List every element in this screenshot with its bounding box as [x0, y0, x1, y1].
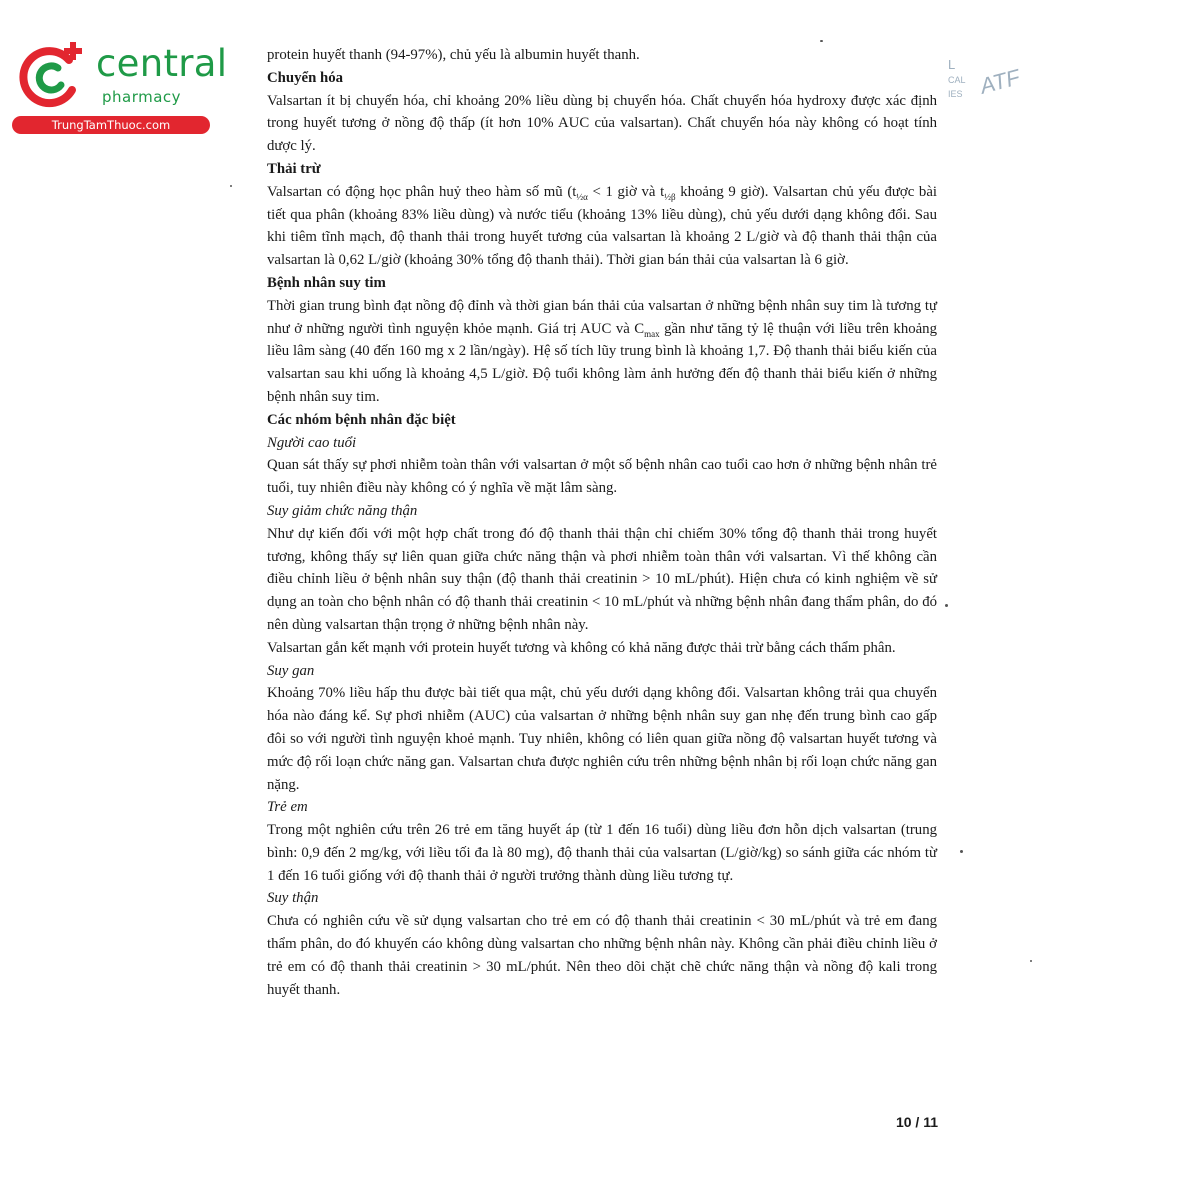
- stamp-text-3: IES: [948, 89, 963, 99]
- document-body: [267, 44, 937, 1001]
- paragraph: Valsartan gắn kết mạnh với protein huyết tương và không có khả năng được thải trừ bằng cách thẩm phân.: [267, 639, 896, 656]
- scan-speck: [960, 850, 963, 853]
- stamp-text-2: CAL: [948, 75, 966, 85]
- subheading-tre-em: Trẻ em: [267, 799, 308, 816]
- paragraph: Trong một nghiên cứu trên 26 trẻ em tăng huyết áp (từ 1 đến 16 tuổi) dùng liều đơn hỗn dịch valsartan (trung bình: 0,9 đến 2 mg/kg, với liều tối đa là 80 mg), độ thanh thải của valsartan (L/giờ/kg) so sánh giữa các nhóm từ 1 đến 16 tuổi giống với độ thanh thải ở người trưởng thành dùng liều tương tự.: [267, 822, 937, 884]
- heading-chuyen-hoa: Chuyển hóa: [267, 69, 344, 86]
- scan-speck: [230, 185, 232, 187]
- subheading-than: Suy giảm chức năng thận: [267, 502, 418, 519]
- scan-speck: [945, 604, 948, 607]
- subheading-suy-than: Suy thận: [267, 890, 319, 907]
- paragraph: Valsartan ít bị chuyển hóa, chỉ khoảng 20% liều dùng bị chuyển hóa. Chất chuyển hóa hydroxy được xác định trong huyết tương ở nồng độ thấp (ít hơn 10% AUC của valsartan). Chất chuyển hóa này không có hoạt tính dược lý.: [267, 92, 937, 155]
- logo-url: TrungTamThuoc.com: [12, 116, 210, 134]
- heading-thai-tru: Thải trừ: [267, 160, 321, 177]
- paragraph: Khoảng 70% liều hấp thu được bài tiết qua mật, chủ yếu dưới dạng không đổi. Valsartan không trải qua chuyển hóa nào đáng kể. Sự phơi nhiễm (AUC) của valsartan ở những bệnh nhân suy gan nhẹ đến trung bình cao gấp đôi so với người tình nguyện khoẻ mạnh. Tuy nhiên, không có liên quan giữa nồng độ valsartan huyết tương và mức độ rối loạn chức năng gan. Valsartan chưa được nghiên cứu trên những bệnh nhân bị rối loạn chức năng gan nặng.: [267, 685, 937, 793]
- scan-speck: [820, 40, 823, 42]
- text-run: < 1 giờ và t: [587, 183, 665, 200]
- paragraph-suy-tim: [267, 295, 937, 409]
- logo-brand: central: [96, 42, 228, 85]
- paragraph: Như dự kiến đối với một hợp chất trong đó độ thanh thải thận chỉ chiếm 30% tổng độ thanh thải trong huyết tương, không thấy sự liên quan giữa chức năng thận và phơi nhiễm toàn thân với valsartan. Vì thế không cần điều chỉnh liều ở bệnh nhân suy thận (độ thanh thải creatinin > 10 mL/phút). Hiện chưa có kinh nghiệm về sử dụng an toàn cho bệnh nhân có độ thanh thải creatinin < 10 mL/phút và những bệnh nhân đang thẩm phân, do đó nên dùng valsartan thận trọng ở những bệnh nhân này.: [267, 525, 937, 633]
- pharmacy-c-cross-icon: [12, 38, 92, 118]
- stamp-text-1: L: [948, 57, 956, 72]
- subheading-gan: Suy gan: [267, 662, 315, 679]
- subscript: ½α: [576, 191, 588, 202]
- paragraph: Chưa có nghiên cứu về sử dụng valsartan cho trẻ em có độ thanh thải creatinin < 30 mL/phút và trẻ em đang thẩm phân, do đó khuyến cáo không dùng valsartan cho những bệnh nhân này. Không cần phải điều chỉnh liều ở trẻ em có độ thanh thải creatinin > 30 mL/phút. Nên theo dõi chặt chẽ chức năng thận và nồng độ kali trong huyết thanh.: [267, 913, 937, 998]
- subscript: max: [644, 328, 660, 339]
- paragraph: Quan sát thấy sự phơi nhiễm toàn thân với valsartan ở một số bệnh nhân cao tuổi cao hơn ở những bệnh nhân trẻ tuổi, tuy nhiên điều này không có ý nghĩa về mặt lâm sàng.: [267, 457, 937, 497]
- logo-sub: pharmacy: [102, 88, 182, 106]
- paragraph: protein huyết thanh (94-97%), chủ yếu là albumin huyết thanh.: [267, 47, 640, 63]
- text-run: gần như tăng tỷ lệ thuận với liều trên khoảng liều lâm sàng (40 đến 160 mg x 2 lần/ngày). Hệ số tích lũy trung bình là khoảng 1,7. Độ thanh thải biểu kiến của valsartan sau khi uống là khoảng 4,5 L/giờ. Độ tuổi không làm ảnh hưởng đến độ thanh thải biểu kiến ở những bệnh nhân suy tim.: [267, 320, 937, 405]
- scan-speck: [1030, 960, 1032, 962]
- stamp-text-4: ATF: [977, 64, 1023, 99]
- stamp-fragment: [940, 55, 1040, 130]
- page-number: 10 / 11: [895, 1114, 938, 1130]
- text-run: khoảng 9 giờ). Valsartan chủ yếu được bài tiết qua phân (khoảng 83% liều dùng) và nước tiểu (khoảng 13% liều dùng), chủ yếu dưới dạng không đổi. Sau khi tiêm tĩnh mạch, độ thanh thải trong huyết tương của valsartan là khoảng 2 L/giờ và độ thanh thải thận của valsartan là 0,62 L/giờ (khoảng 30% tổng độ thanh thải). Thời gian bán thải của valsartan là 6 giờ.: [267, 183, 938, 269]
- heading-suy-tim: Bệnh nhân suy tim: [267, 274, 386, 291]
- text-run: Thời gian trung bình đạt nồng độ đỉnh và thời gian bán thải của valsartan ở những bệnh nhân suy tim là tương tự như ở những người tình nguyện khỏe mạnh. Giá trị AUC và C: [267, 297, 937, 337]
- paragraph-thai-tru: [267, 181, 937, 272]
- subheading-cao-tuoi: Người cao tuổi: [267, 434, 357, 451]
- text-run: Valsartan có động học phân huỷ theo hàm số mũ (t: [267, 183, 577, 200]
- central-pharmacy-logo: [12, 38, 228, 138]
- subscript: ½β: [664, 191, 676, 202]
- heading-dac-biet: Các nhóm bệnh nhân đặc biệt: [267, 411, 456, 428]
